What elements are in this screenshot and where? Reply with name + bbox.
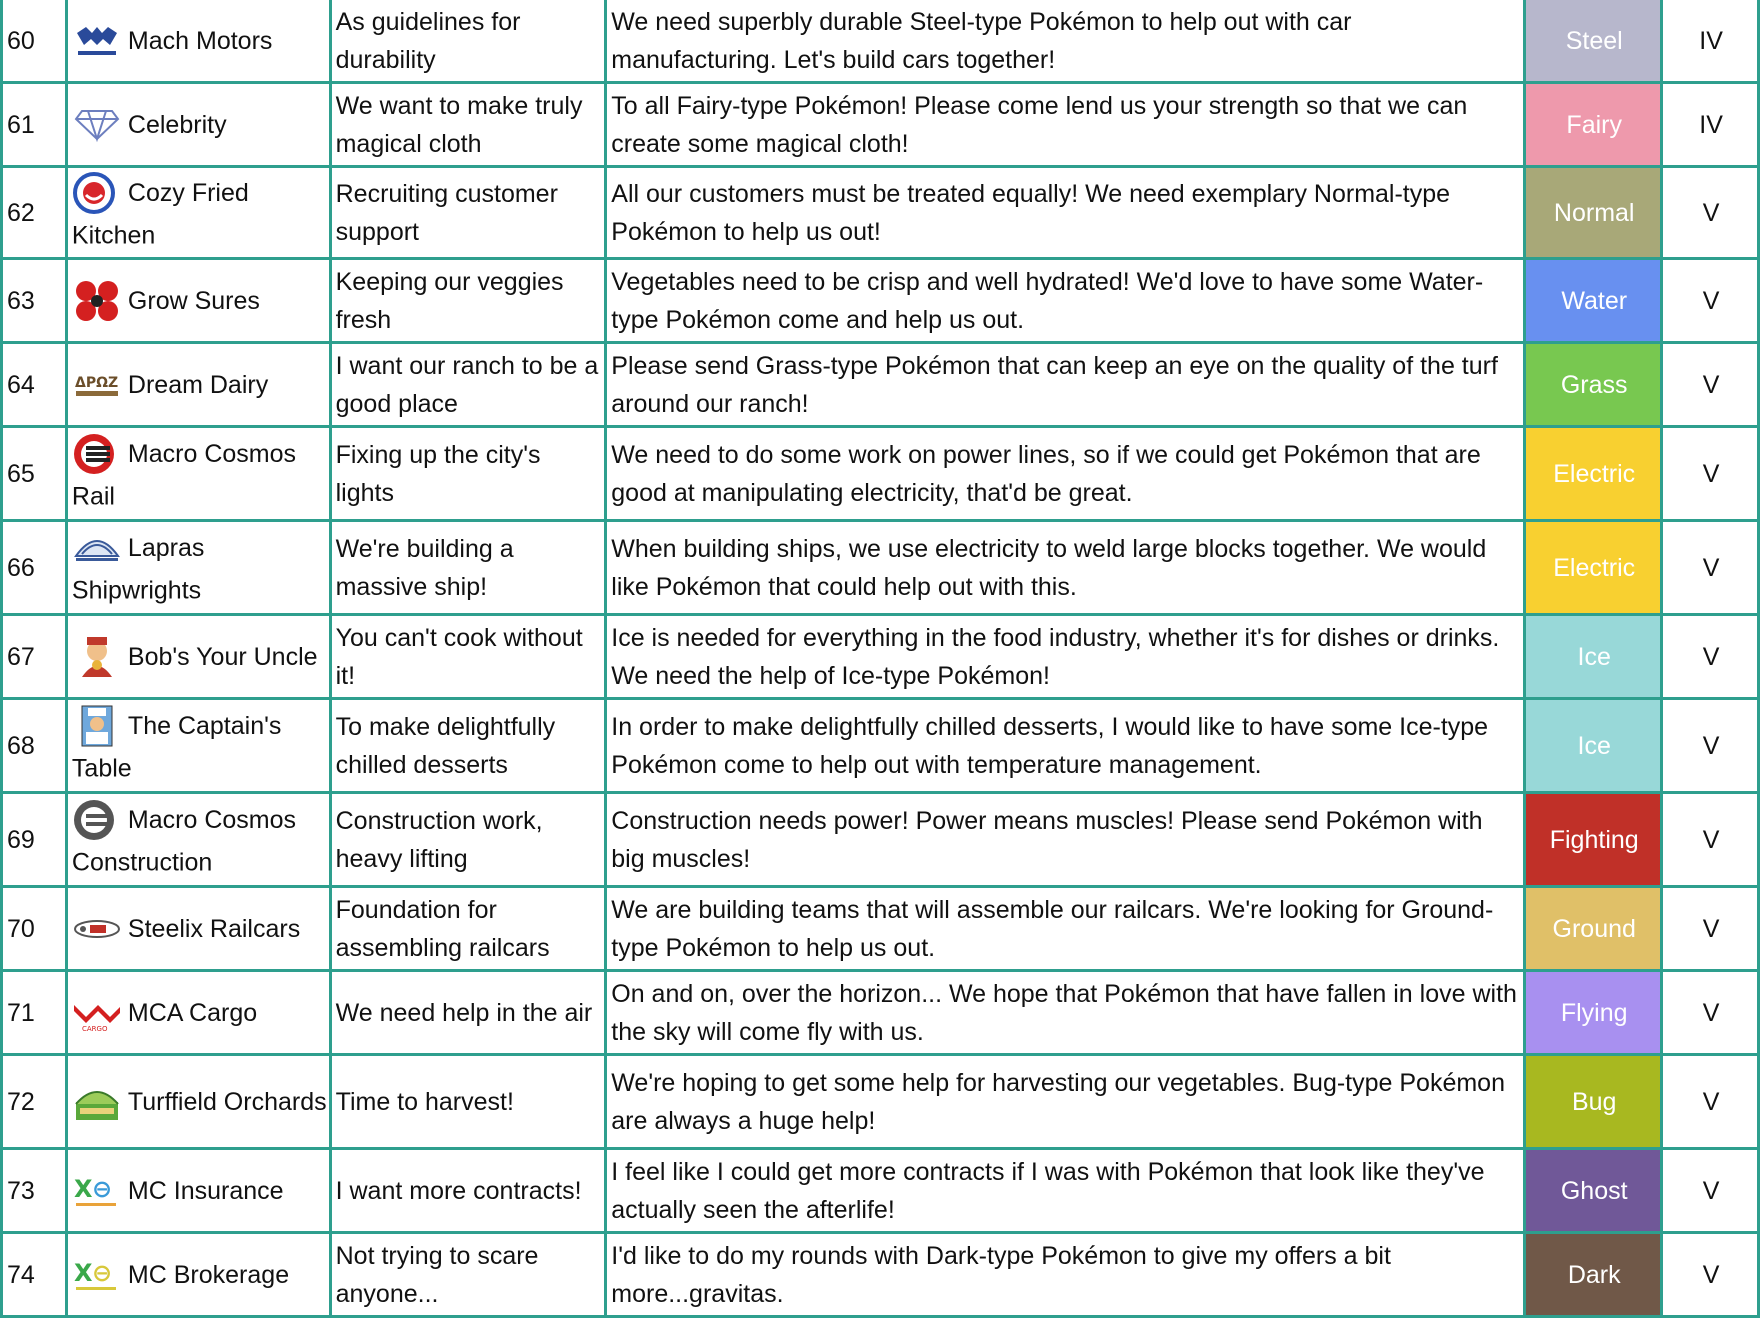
company-name: MCA Cargo: [127, 998, 258, 1027]
rank-cell: V: [1662, 1149, 1759, 1233]
company-cell: [66, 971, 330, 1055]
rank-cell: V: [1662, 1233, 1759, 1317]
company-name: Grow Sures: [127, 286, 260, 315]
mca-cargo-logo-icon: [72, 991, 122, 1035]
job-title: Fixing up the city's lights: [330, 427, 606, 521]
company-name: Cozy Fried Kitchen: [71, 178, 249, 250]
type-badge: Bug: [1525, 1055, 1662, 1149]
job-title: I want our ranch to be a good place: [330, 343, 606, 427]
company-name: Bob's Your Uncle: [127, 642, 318, 671]
svg-text:CARGO: CARGO: [81, 1024, 108, 1033]
company-cell: [66, 615, 330, 699]
lapras-shipwrights-logo-icon: [72, 526, 122, 570]
table-row: [2, 427, 1759, 521]
jobs-table-body: [2, 0, 1759, 1317]
row-number: 67: [2, 615, 67, 699]
row-number: 73: [2, 1149, 67, 1233]
type-badge: Water: [1525, 259, 1662, 343]
table-row: [2, 259, 1759, 343]
job-title: We're building a massive ship!: [330, 521, 606, 615]
svg-text:X: X: [73, 1174, 93, 1203]
job-description: All our customers must be treated equally! We need exemplary Normal-type Pokémon to help us out!: [606, 167, 1525, 259]
type-badge: Grass: [1525, 343, 1662, 427]
table-row: [2, 887, 1759, 971]
company-name: Celebrity: [127, 110, 227, 139]
company-name: Steelix Railcars: [127, 914, 301, 943]
cozy-fried-kitchen-logo-icon: [72, 171, 122, 215]
company-name: Turffield Orchards: [127, 1087, 327, 1116]
type-badge: Steel: [1525, 0, 1662, 83]
company-name: Macro Cosmos Rail: [71, 439, 297, 511]
company-cell: [66, 0, 330, 83]
job-title: We want to make truly magical cloth: [330, 83, 606, 167]
row-number: 62: [2, 167, 67, 259]
company-cell: [66, 793, 330, 887]
row-number: 66: [2, 521, 67, 615]
mc-brokerage-logo-icon: [72, 1253, 122, 1297]
company-cell: [66, 1055, 330, 1149]
row-number: 65: [2, 427, 67, 521]
row-number: 69: [2, 793, 67, 887]
job-description: We are building teams that will assemble our railcars. We're looking for Ground-type Pokémon to help us out.: [606, 887, 1525, 971]
row-number: 68: [2, 699, 67, 793]
rank-cell: V: [1662, 521, 1759, 615]
row-number: 72: [2, 1055, 67, 1149]
rank-cell: V: [1662, 427, 1759, 521]
table-row: [2, 1233, 1759, 1317]
job-description: Construction needs power! Power means muscles! Please send Pokémon with big muscles!: [606, 793, 1525, 887]
table-row: [2, 1149, 1759, 1233]
job-title: To make delightfully chilled desserts: [330, 699, 606, 793]
rank-cell: V: [1662, 887, 1759, 971]
company-cell: [66, 699, 330, 793]
table-row: [2, 971, 1759, 1055]
mc-insurance-logo-icon: [72, 1169, 122, 1213]
type-badge: Electric: [1525, 427, 1662, 521]
type-badge: Ice: [1525, 699, 1662, 793]
company-cell: [66, 343, 330, 427]
rank-cell: V: [1662, 343, 1759, 427]
table-row: [2, 83, 1759, 167]
type-badge: Electric: [1525, 521, 1662, 615]
job-title: You can't cook without it!: [330, 615, 606, 699]
job-description: Vegetables need to be crisp and well hydrated! We'd love to have some Water-type Pokémon come and help us out.: [606, 259, 1525, 343]
job-description: We need superbly durable Steel-type Pokémon to help out with car manufacturing. Let's build cars together!: [606, 0, 1525, 83]
rank-cell: IV: [1662, 0, 1759, 83]
rank-cell: V: [1662, 1055, 1759, 1149]
svg-text:⊖: ⊖: [91, 1174, 113, 1203]
company-cell: [66, 167, 330, 259]
table-row: [2, 793, 1759, 887]
job-description: In order to make delightfully chilled desserts, I would like to have some Ice-type Pokémon come to help out with temperature management.: [606, 699, 1525, 793]
company-name: Mach Motors: [127, 26, 273, 55]
row-number: 64: [2, 343, 67, 427]
company-name: The Captain's Table: [71, 711, 282, 783]
company-cell: [66, 521, 330, 615]
row-number: 74: [2, 1233, 67, 1317]
celebrity-logo-icon: [72, 103, 122, 147]
type-badge: Normal: [1525, 167, 1662, 259]
table-row: [2, 167, 1759, 259]
table-row: [2, 615, 1759, 699]
company-name: MC Brokerage: [127, 1260, 290, 1289]
rank-cell: V: [1662, 793, 1759, 887]
table-row: [2, 1055, 1759, 1149]
company-cell: [66, 427, 330, 521]
job-description: Ice is needed for everything in the food industry, whether it's for dishes or drinks. We need the help of Ice-type Pokémon!: [606, 615, 1525, 699]
type-badge: Dark: [1525, 1233, 1662, 1317]
job-description: On and on, over the horizon... We hope that Pokémon that have fallen in love with the sky will come fly with us.: [606, 971, 1525, 1055]
company-name: Lapras Shipwrights: [71, 533, 205, 605]
job-title: Foundation for assembling railcars: [330, 887, 606, 971]
steelix-railcars-logo-icon: [72, 907, 122, 951]
type-badge: Flying: [1525, 971, 1662, 1055]
table-row: [2, 699, 1759, 793]
captains-table-logo-icon: [72, 704, 122, 748]
job-description: We need to do some work on power lines, so if we could get Pokémon that are good at manipulating electricity, that'd be great.: [606, 427, 1525, 521]
macro-cosmos-construction-logo-icon: [72, 798, 122, 842]
bobs-your-uncle-logo-icon: [72, 635, 122, 679]
type-badge: Ice: [1525, 615, 1662, 699]
type-badge: Ground: [1525, 887, 1662, 971]
row-number: 63: [2, 259, 67, 343]
company-name: MC Insurance: [127, 1176, 284, 1205]
type-badge: Fairy: [1525, 83, 1662, 167]
svg-text:⊖: ⊖: [91, 1258, 113, 1287]
rank-cell: V: [1662, 615, 1759, 699]
rank-cell: IV: [1662, 83, 1759, 167]
company-name: Macro Cosmos Construction: [71, 805, 297, 877]
company-cell: [66, 259, 330, 343]
grow-sures-logo-icon: [72, 279, 122, 323]
row-number: 70: [2, 887, 67, 971]
turffield-orchards-logo-icon: [72, 1080, 122, 1124]
company-cell: [66, 887, 330, 971]
job-description: I feel like I could get more contracts if I was with Pokémon that look like they've actually seen the afterlife!: [606, 1149, 1525, 1233]
job-title: Recruiting customer support: [330, 167, 606, 259]
job-title: Keeping our veggies fresh: [330, 259, 606, 343]
macro-cosmos-rail-logo-icon: [72, 432, 122, 476]
job-title: I want more contracts!: [330, 1149, 606, 1233]
job-title: Construction work, heavy lifting: [330, 793, 606, 887]
row-number: 61: [2, 83, 67, 167]
rank-cell: V: [1662, 971, 1759, 1055]
job-title: Not trying to scare anyone...: [330, 1233, 606, 1317]
table-row: [2, 521, 1759, 615]
row-number: 60: [2, 0, 67, 83]
rank-cell: V: [1662, 167, 1759, 259]
type-badge: Fighting: [1525, 793, 1662, 887]
type-badge: Ghost: [1525, 1149, 1662, 1233]
job-title: As guidelines for durability: [330, 0, 606, 83]
company-cell: [66, 83, 330, 167]
job-description: I'd like to do my rounds with Dark-type Pokémon to give my offers a bit more...gravitas.: [606, 1233, 1525, 1317]
company-name: Dream Dairy: [127, 370, 269, 399]
rank-cell: V: [1662, 699, 1759, 793]
dream-dairy-logo-icon: [72, 363, 122, 407]
rank-cell: V: [1662, 259, 1759, 343]
company-cell: [66, 1149, 330, 1233]
job-description: We're hoping to get some help for harvesting our vegetables. Bug-type Pokémon are always a huge help!: [606, 1055, 1525, 1149]
row-number: 71: [2, 971, 67, 1055]
job-description: To all Fairy-type Pokémon! Please come lend us your strength so that we can create some magical cloth!: [606, 83, 1525, 167]
job-title: We need help in the air: [330, 971, 606, 1055]
table-row: [2, 0, 1759, 83]
svg-text:ΔΡΩΖ: ΔΡΩΖ: [74, 374, 119, 391]
company-cell: [66, 1233, 330, 1317]
job-description: When building ships, we use electricity to weld large blocks together. We would like Pokémon that could help out with this.: [606, 521, 1525, 615]
job-description: Please send Grass-type Pokémon that can keep an eye on the quality of the turf around our ranch!: [606, 343, 1525, 427]
table-row: [2, 343, 1759, 427]
svg-text:X: X: [73, 1258, 93, 1287]
job-title: Time to harvest!: [330, 1055, 606, 1149]
mach-motors-logo-icon: [72, 19, 122, 63]
